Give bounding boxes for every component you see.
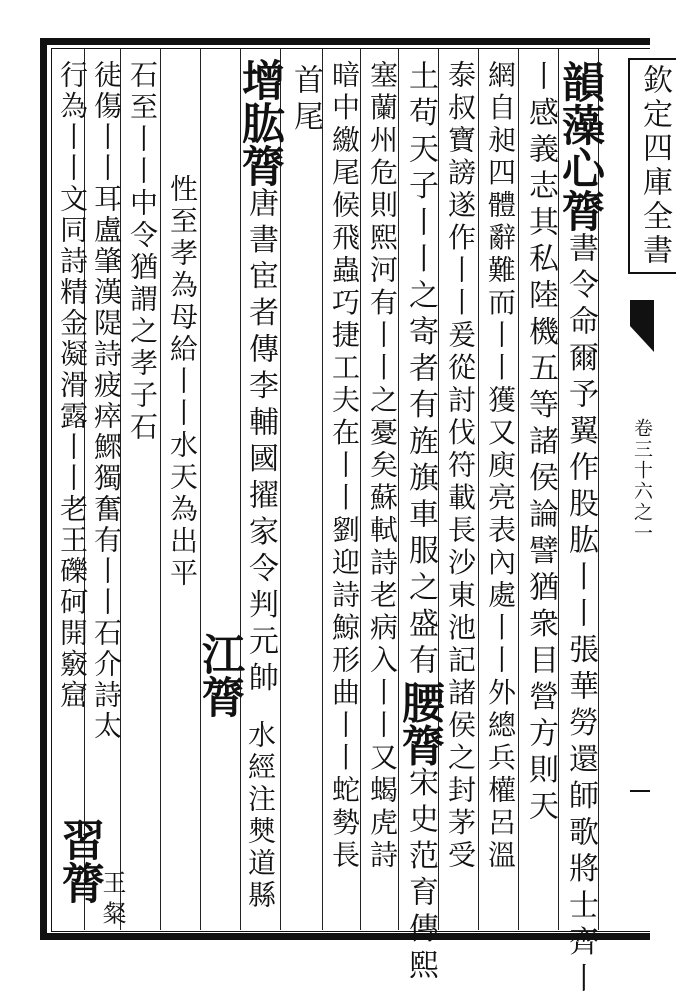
text-column-1 (555, 60, 605, 999)
entry-text: 丨感義志其私陸機五等諸侯論譬猶衆目營方則天 (523, 60, 558, 827)
text-column-12 (162, 174, 202, 590)
text-column-14 (86, 60, 126, 742)
text-column-7 (324, 60, 364, 873)
fishtail-mark (630, 300, 654, 352)
entry-text: 王粲 (98, 870, 126, 931)
text-column-11 (240, 720, 280, 912)
text-column-3 (480, 60, 520, 873)
text-column-6 (362, 60, 402, 873)
entry-text: 土苟天子丨丨之寄者有旌旗車服之盛有 (403, 60, 438, 681)
entry-text: 水經注僰道縣 (244, 720, 277, 912)
text-column-2 (520, 60, 560, 827)
entry-text: 徒傷丨丨耳盧肇漢隄詩疲瘁鰥獨奮有丨丨石介詩太 (90, 60, 123, 742)
text-column-10 (195, 632, 245, 718)
text-column-15 (52, 60, 92, 711)
entry-text: 石至丨丨中令猶謂之孝子石 (126, 60, 159, 444)
entry-text: 塞蘭州危則熙河有丨丨之憂矣蘇軾詩老病入丨丨又蝎虎詩 (366, 60, 399, 873)
entry-text: 首尾 (288, 64, 323, 137)
book-title: 欽定四庫全書 (628, 58, 676, 274)
text-column-13 (122, 60, 162, 444)
entry-head: 膂 (235, 144, 285, 187)
text-column-9 (200, 58, 285, 698)
entry-head: 心膂 (555, 146, 605, 232)
entry-text: 性至孝為母給丨丨水天為出平 (166, 174, 199, 590)
entry-text: 宋史范育傳熙 (403, 766, 438, 986)
text-column-8 (285, 64, 325, 137)
entry-text: 泰叔寶謗遂作丨丨爰從討伐符載長沙東池記諸侯之封茅受 (444, 60, 477, 873)
entry-head: 習膂 (55, 818, 105, 904)
entry-text: 網自昶四體辭難而丨丨獲又庾亮表內處丨丨外總兵權呂溫 (484, 60, 517, 873)
entry-head: 韻藻 (555, 60, 605, 146)
entry-head: 腰膂 (395, 680, 445, 767)
entry-text: 行為丨丨文同詩精金凝滑露丨丨老王礫砢開竅窟 (56, 60, 89, 711)
column-rule (322, 49, 323, 930)
volume-label: 卷三十六之一 (631, 418, 653, 544)
entry-text: 書令命爾予翼作股肱丨丨張華勞還師歌將士齊丨 (563, 232, 598, 999)
text-column-5 (395, 60, 445, 986)
text-column-4 (440, 60, 480, 873)
margin-tick (630, 790, 650, 792)
text-column-17 (92, 870, 132, 931)
entry-head: 增肱 (235, 58, 285, 144)
entry-text: 暗中繳尾候飛蟲巧捷工夫在丨丨劉迎詩鯨形曲丨丨蛇勢長 (328, 60, 361, 873)
entry-head: 江膂 (195, 632, 245, 718)
entry-text: 唐書宦者傳李輔國擢家令判元帥 (243, 187, 278, 698)
